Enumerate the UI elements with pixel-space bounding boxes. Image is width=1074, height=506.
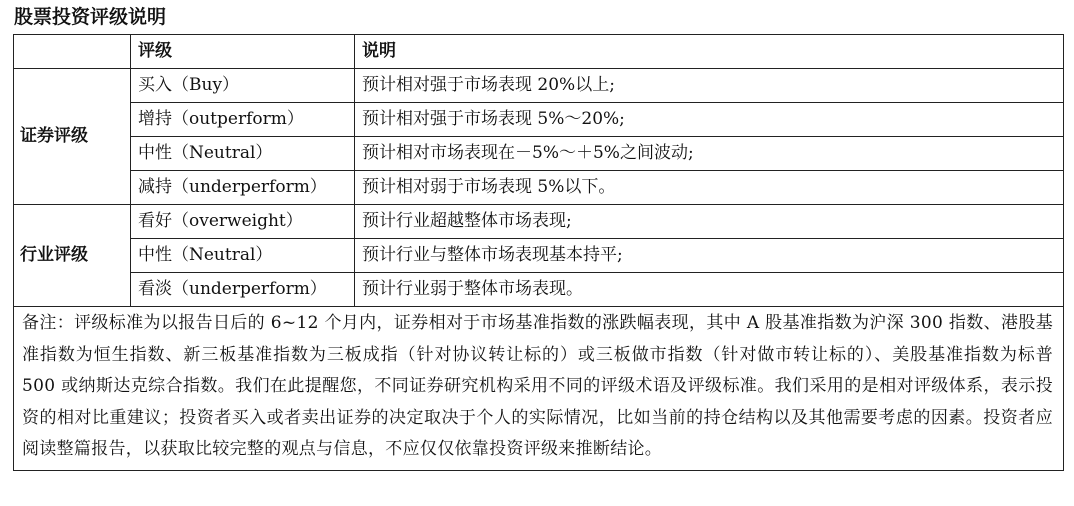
rating-cell: 中性（Neutral） — [131, 137, 355, 171]
description-cell: 预计相对强于市场表现 20%以上; — [355, 69, 1064, 103]
rating-cell: 增持（outperform） — [131, 103, 355, 137]
description-cell: 预计行业弱于整体市场表现。 — [355, 273, 1064, 307]
rating-cell: 看好（overweight） — [131, 205, 355, 239]
description-cell: 预计行业超越整体市场表现; — [355, 205, 1064, 239]
description-cell: 预计相对强于市场表现 5%～20%; — [355, 103, 1064, 137]
note-row — [14, 307, 1064, 471]
table-row — [14, 273, 1064, 307]
rating-cell: 看淡（underperform） — [131, 273, 355, 307]
header-description: 说明 — [355, 35, 1064, 69]
table-row — [14, 205, 1064, 239]
description-cell: 预计相对市场表现在－5%～＋5%之间波动; — [355, 137, 1064, 171]
table-row — [14, 171, 1064, 205]
page-title: 股票投资评级说明 — [14, 6, 167, 28]
category-industry-rating: 行业评级 — [14, 205, 131, 307]
table-row — [14, 103, 1064, 137]
rating-table — [13, 34, 1064, 471]
category-securities-rating: 证券评级 — [14, 69, 131, 205]
table-row — [14, 137, 1064, 171]
header-blank-cell — [14, 35, 131, 69]
rating-cell: 减持（underperform） — [131, 171, 355, 205]
description-cell: 预计相对弱于市场表现 5%以下。 — [355, 171, 1064, 205]
rating-cell: 买入（Buy） — [131, 69, 355, 103]
note-text: 备注：评级标准为以报告日后的 6~12 个月内，证券相对于市场基准指数的涨跌幅表现，其中 A 股基准指数为沪深 300 指数、港股基准指数为恒生指数、新三板基准指数为三板成指（针对协议转让标的）或三板做市指数（针对做市转让标的）、美股基准指数为标普 500 或纳斯达克综合指数。我们在此提醒您，不同证券研究机构采用不同的评级术语及评级标准。我们采用的是相对评级体系，表示投资的相对比重建议；投资者买入或者卖出证券的决定取决于个人的实际情况，比如当前的持仓结构以及其他需要考虑的因素。投资者应阅读整篇报告，以获取比较完整的观点与信息，不应仅仅依靠投资评级来推断结论。 — [14, 307, 1064, 471]
table-row — [14, 239, 1064, 273]
header-rating: 评级 — [131, 35, 355, 69]
rating-cell: 中性（Neutral） — [131, 239, 355, 273]
table-header-row — [14, 35, 1064, 69]
table-row — [14, 69, 1064, 103]
description-cell: 预计行业与整体市场表现基本持平; — [355, 239, 1064, 273]
